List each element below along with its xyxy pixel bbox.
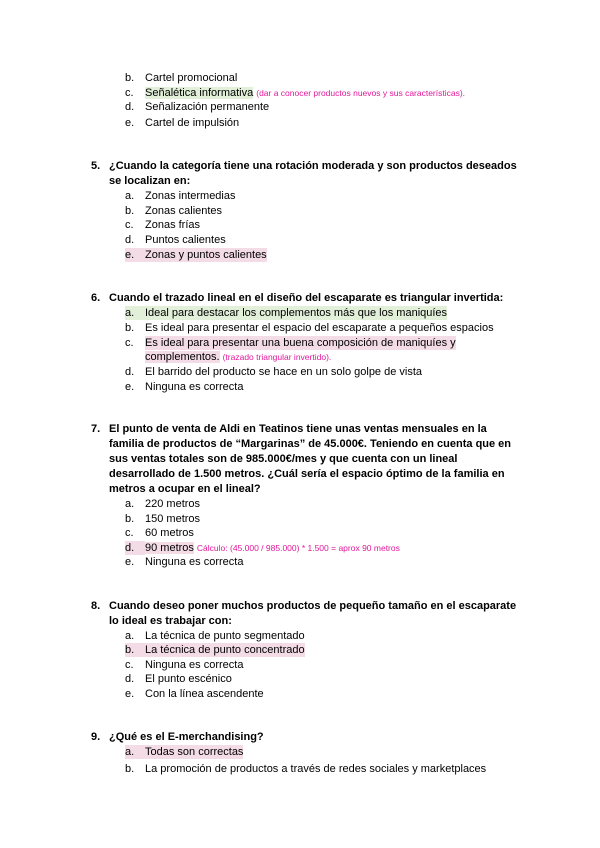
- highlighted-answer: La técnica de punto concentrado: [145, 644, 305, 656]
- option-c-continuation: complementos. (trazado triangular invertido).: [145, 351, 332, 363]
- answer-note: (trazado triangular invertido).: [222, 352, 332, 362]
- highlighted-answer: Todas son correctas: [145, 746, 244, 758]
- highlighted-answer: Ideal para destacar los complementos más que los maniquíes: [145, 307, 448, 319]
- answer-note: Cálculo: (45.000 / 985.000) * 1.500 = aprox 90 metros: [196, 543, 400, 553]
- answer-note: (dar a conocer productos nuevos y sus características).: [256, 88, 466, 98]
- highlighted-answer: 90 metros: [145, 542, 194, 554]
- document-page: b. Cartel promocional c. Señalética informativa (dar a conocer productos nuevos y sus características). d. Señalización permanente e. Cartel de impulsión 5. ¿Cuando la categoría tiene una rotación moderada y son productos deseados se localizan en: a. Zonas intermedias b. Zonas calientes c. Zonas frías d. Puntos calientes e. Zonas y puntos calientes 6. Cuando el trazado lineal en el diseño del escaparate es triangular invertida: a. Ideal para destacar los complementos más que los maniquíes b. Es ideal para presentar el espacio del escaparate a pequeños espacios c. Es ideal para presentar una buena composición de maniquíes y complementos. (trazado triangular invertido). d. El barrido del producto se hace en un solo golpe de vista e. Ninguna es correcta 7. El punto de venta de Aldi en Teatinos tiene unas ventas mensuales en la familia de productos de “Margarinas” de 45.000€. Teniendo en cuenta que en sus ventas totales son de 985.000€/mes y que cuenta con un lineal desarrollado de 1.500 metros. ¿Cuál sería el espacio óptimo de la familia en metros a ocupar en el lineal? a. 220 metros b. 150 metros c. 60 metros d. 90 metros Cálculo: (45.000 / 985.000) * 1.500 = aprox 90 metros e. Ninguna es correcta 8. Cuando deseo poner muchos productos de pequeño tamaño en el escaparate lo ideal es trabajar con: a. La técnica de punto segmentado b. La técnica de punto concentrado c. Ninguna es correcta d. El punto escénico e. Con la línea ascendente 9. ¿Qué es el E-merchandising? a. Todas son correctas b. La promoción de productos a través de redes sociales y marketplaces: [91, 72, 517, 775]
- highlighted-answer: Zonas y puntos calientes: [145, 249, 267, 261]
- highlighted-answer: Es ideal para presentar una buena composición de maniquíes y: [145, 337, 456, 349]
- highlighted-answer: Señalética informativa: [145, 87, 254, 99]
